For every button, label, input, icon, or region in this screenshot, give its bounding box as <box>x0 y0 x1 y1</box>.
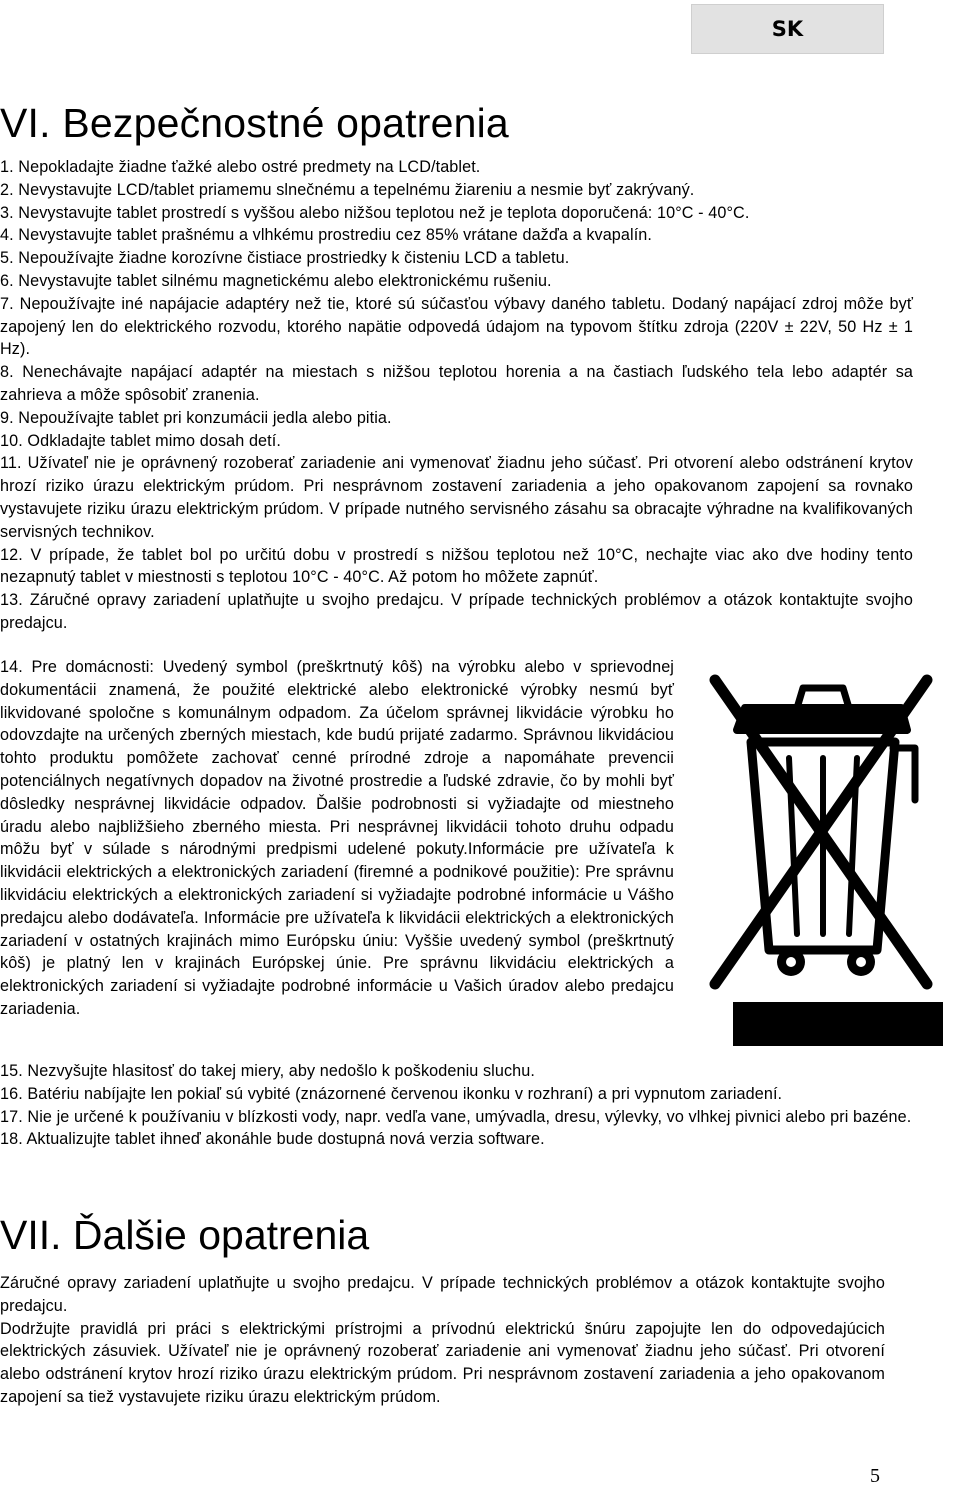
page-number: 5 <box>870 1465 880 1487</box>
list-item: 8. Nenechávajte napájací adaptér na miestach s nižšou teplotou horenia a na častiach ľudského tela lebo adaptér sa zahrieva a môže spôsobiť zranenia. <box>0 363 913 404</box>
list-item: 4. Nevystavujte tablet prašnému a vlhkému prostrediu cez 85% vrátane dažďa a kvapalín. <box>0 226 653 245</box>
list-item: 7. Nepoužívajte iné napájacie adaptéry než tie, ktoré sú súčasťou výbavy daného tabletu. Dodaný napájací zdroj môže byť zapojený len do elektrického rozvodu, ktorého napätie odpovedá údajom na typovom štítku zdroja (220V ± 22V, 50 Hz ± 1 Hz). <box>0 294 913 359</box>
list-item: 6. Nevystavujte tablet silnému magnetickému alebo elektronickému rušeniu. <box>0 271 552 290</box>
list-item: 12. V prípade, že tablet bol po určitú dobu v prostredí s nižšou teplotou než 10°C, nechajte viac ako dve hodiny tento nezapnutý tablet v miestnosti s teplotou 10°C - 40°C. Až potom ho môžete zapnúť. <box>0 545 913 587</box>
safety-list-top <box>0 156 913 635</box>
crossed-out-wheelie-bin-icon <box>693 650 943 1050</box>
paragraph: Dodržujte pravidlá pri práci s elektrickými prístrojmi a prívodnú elektrickú šnúru zapojujte len do odpovedajúcich elektrických zásuviek. Užívateľ nie je oprávnený rozoberať zariadenie ani vymenovať žiadnu jeho súčasť. Pri otvorení alebo odstránení krytov hrozí riziko úrazu elektrickým prúdom. Pri nesprávnom zostavení zariadenia a jeho opakovanom zapojení sa tiež vystavujete riziku úrazu elektrickým prúdom. <box>0 1319 885 1406</box>
section-title-safety: VI. Bezpečnostné opatrenia <box>0 100 509 146</box>
language-badge <box>691 4 884 54</box>
list-item: 17. Nie je určené k používaniu v blízkosti vody, napr. vedľa vane, umývadla, dresu, výlevky, vo vlhkej pivnici alebo pri bazéne. <box>0 1107 912 1126</box>
list-item: 11. Užívateľ nie je oprávnený rozoberať zariadenie ani vymenovať žiadnu jeho súčasť. Pri otvorení alebo odstránení krytov hrozí riziko úrazu elektrickým prúdom. Pri nesprávnom zostavení zariadenia a jeho opakovanom zapojení sa rovnako vystavujete riziku úrazu elektrickým prúdom. V prípade nutného servisného zásahu sa obracajte výhradne na kvalifikovaných servisných technikov. <box>0 454 913 541</box>
list-item: 10. Odkladajte tablet mimo dosah detí. <box>0 431 281 450</box>
section-title-other-precautions: VII. Ďalšie opatrenia <box>0 1212 370 1258</box>
list-item: 3. Nevystavujte tablet prostredí s vyššou alebo nižšou teplotou než je teplota doporučená: 10°C - 40°C. <box>0 203 750 222</box>
other-precautions-text <box>0 1272 885 1409</box>
list-item: 5. Nepoužívajte žiadne korozívne čistiace prostriedky k čisteniu LCD a tabletu. <box>0 249 570 268</box>
paragraph: Záručné opravy zariadení uplatňujte u svojho predajcu. V prípade technických problémov a otázok kontaktujte svojho predajcu. <box>0 1274 885 1315</box>
language-code: SK <box>771 17 804 41</box>
list-item: 18. Aktualizujte tablet ihneď akonáhle bude dostupná nová verzia software. <box>0 1130 545 1149</box>
list-item: 9. Nepoužívajte tablet pri konzumácii jedla alebo pitia. <box>0 408 392 427</box>
list-item: 14. Pre domácnosti: Uvedený symbol (preškrtnutý kôš) na výrobku alebo v sprievodnej dokumentácii znamená, že použité elektrické alebo elektronické výrobky nesmú byť likvidované spoločne s komunálnym odpadom. Za účelom správnej likvidácie výrobku ho odovzdajte na určených zberných miestach, kde budú prijaté zadarmo. Správnou likvidáciou tohto produktu pomôžete zachovať cenné prírodné zdroje a napomáhate prevencii potenciálnych negatívnych dopadov na životné prostredie a ľudské zdravie, čo by mohli byť dôsledky nesprávnej likvidácie odpadov. Ďalšie podrobnosti si vyžiadajte od miestneho úradu alebo najbližšieho zberného miesta. Pri nesprávnej likvidácii tohoto druhu odpadu môžu byť v súlade s národnými predpismi udelené pokuty.Informácie pre užívateľa k likvidácii elektrických a elektronických zariadení (firemné a podnikové použitie): Pre správnu likvidáciu elektrických a elektronických zariadení si vyžiadajte podrobné informácie u Vášho predajcu alebo dodávateľa. Informácie pre užívateľa k likvidácii elektrických a elektronických zariadení v ostatných krajinách mimo Európsku úniu: Vyššie uvedený symbol (preškrtnutý kôš) je platný len v krajinách Európskej únie. Pre správnu likvidáciu elektrických a elektronických zariadení si vyžiadajte podrobné informácie u Vašich úradov alebo predajcu zariadenia. <box>0 658 674 1018</box>
list-item: 1. Nepokladajte žiadne ťažké alebo ostré predmety na LCD/tablet. <box>0 158 481 176</box>
list-item: 13. Záručné opravy zariadení uplatňujte u svojho predajcu. V prípade technických problémov a otázok kontaktujte svojho predajcu. <box>0 591 913 632</box>
list-item: 16. Batériu nabíjajte len pokiaľ sú vybité (znázornené červenou ikonku v rozhraní) a pri vypnutom zariadení. <box>0 1084 783 1103</box>
list-item: 15. Nezvyšujte hlasitosť do takej miery, aby nedošlo k poškodeniu sluchu. <box>0 1062 535 1080</box>
safety-list-bottom <box>0 1060 913 1151</box>
list-item: 2. Nevystavujte LCD/tablet priamemu slnečnému a tepelnému žiareniu a nesmie byť zakrývaný. <box>0 180 695 199</box>
weee-disposal-text <box>0 656 674 1021</box>
